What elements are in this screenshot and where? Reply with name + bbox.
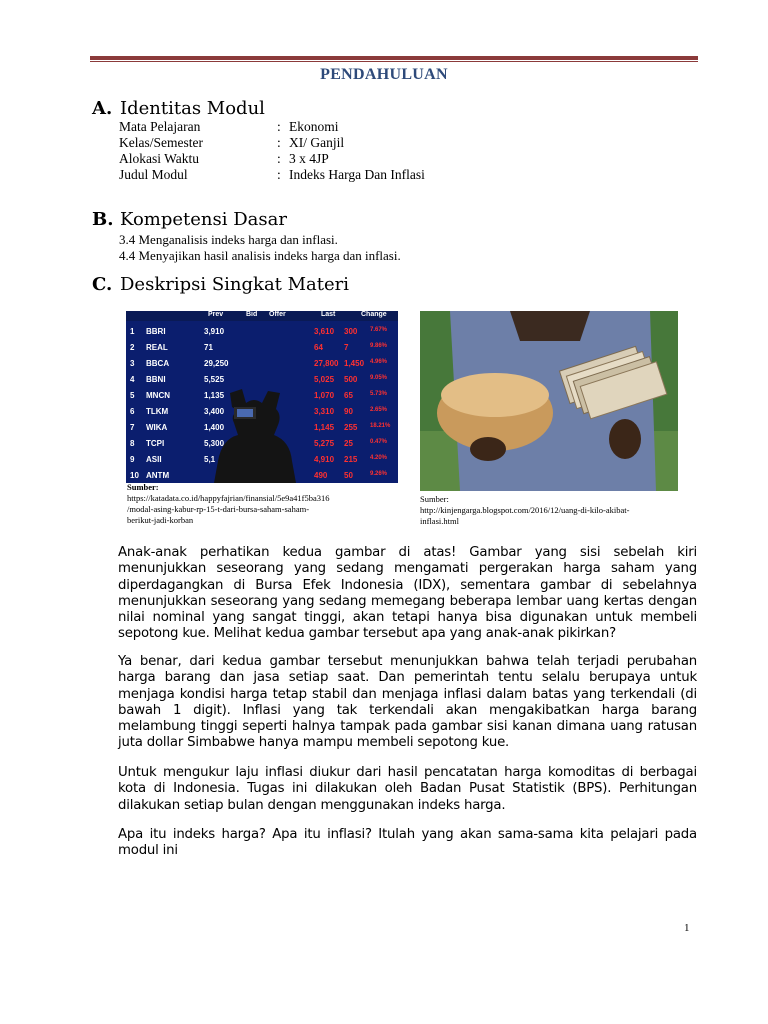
identity-table [119, 119, 425, 183]
board-cell-prev: 1,135 [204, 391, 225, 400]
caption-line: /modal-asing-kabur-rp-15-t-dari-bursa-saham-saham- [127, 504, 310, 514]
identity-sep: : [277, 151, 281, 166]
stock-board-photo [126, 311, 398, 483]
board-cell-no: 10 [130, 471, 139, 480]
board-cell-code: BBNI [146, 375, 166, 384]
board-cell-last: 5,025 [314, 375, 335, 384]
identity-sep: : [277, 119, 281, 134]
identity-key: Alokasi Waktu [119, 151, 200, 166]
board-cell-no: 8 [130, 439, 135, 448]
header-rule-thin [90, 61, 698, 62]
board-cell-pct: 5.73% [370, 391, 388, 397]
board-cell-prev: 5,525 [204, 375, 225, 384]
board-cell-last: 490 [314, 471, 328, 480]
section-title: Identitas Modul [120, 98, 265, 119]
competency-list [119, 232, 401, 264]
board-cell-pct: 9.05% [370, 375, 388, 381]
board-cell-prev: 1,400 [204, 423, 225, 432]
header-rule [90, 56, 698, 60]
board-cell-chg: 7 [344, 343, 349, 352]
board-cell-chg: 90 [344, 407, 353, 416]
board-cell-last: 5,275 [314, 439, 335, 448]
board-cell-code: BBRI [146, 327, 166, 336]
identity-sep: : [277, 135, 281, 150]
board-header-label: Bid [246, 311, 258, 318]
caption-line: http://kinjengarga.blogspot.com/2016/12/uang-di-kilo-akibat- [420, 505, 630, 515]
bread-money-photo [420, 311, 678, 491]
section-letter: B. [92, 209, 114, 230]
board-header-label: Change [361, 311, 387, 318]
board-cell-last: 1,145 [314, 423, 335, 432]
identity-sep: : [277, 167, 281, 182]
board-cell-no: 2 [130, 343, 135, 352]
board-cell-chg: 300 [344, 327, 358, 336]
board-cell-chg: 25 [344, 439, 353, 448]
person-silhouette [126, 311, 398, 483]
board-header-label: Prev [208, 311, 224, 318]
right-image-caption [420, 494, 688, 527]
board-cell-no: 1 [130, 327, 135, 336]
board-cell-no: 6 [130, 407, 135, 416]
board-header-label: Last [321, 311, 336, 318]
board-cell-code: BBCA [146, 359, 170, 368]
competency-item: 4.4 Menyajikan hasil analisis indeks harga dan inflasi. [119, 248, 401, 263]
board-cell-chg: 255 [344, 423, 358, 432]
board-cell-pct: 4.96% [370, 359, 388, 365]
board-cell-code: MNCN [146, 391, 170, 400]
board-cell-code: TCPI [146, 439, 165, 448]
identity-row [119, 135, 425, 151]
section-c-heading [92, 274, 349, 295]
section-letter: C. [92, 274, 113, 295]
board-cell-last: 64 [314, 343, 323, 352]
identity-row [119, 151, 425, 167]
board-cell-prev: 5,1 [204, 455, 216, 464]
board-cell-last: 3,610 [314, 327, 335, 336]
board-cell-code: REAL [146, 343, 168, 352]
board-cell-last: 27,800 [314, 359, 339, 368]
page-number: 1 [684, 922, 690, 934]
body-paragraph: Ya benar, dari kedua gambar tersebut menunjukkan bahwa telah terjadi perubahan harga barang dan jasa setiap saat. Dan pemerintah tentu selalu berupaya untuk menjaga kondisi harga tetap stabil dan menjaga inflasi dalam batas yang terkendali (di bawah 1 digit). Inflasi yang tak terkendali akan mengakibatkan harga barang melambung tinggi seperti halnya tampak pada gambar sisi kanan dimana uang ratusan juta dollar Simbabwe hanya mampu membeli sepotong kue. [118, 654, 697, 751]
board-cell-pct: 2.65% [370, 407, 388, 413]
caption-line: berikut-jadi-korban [127, 515, 194, 525]
board-header-label: Offer [269, 311, 286, 318]
board-cell-last: 3,310 [314, 407, 335, 416]
caption-line: Sumber: [127, 482, 159, 492]
board-cell-no: 7 [130, 423, 135, 432]
board-cell-pct: 18.21% [370, 423, 391, 429]
body-paragraph: Untuk mengukur laju inflasi diukur dari hasil pencatatan harga komoditas di berbagai kota di Indonesia. Tugas ini dilakukan oleh Badan Pusat Statistik (BPS). Perhitungan dilakukan setiap bulan dengan menggunakan indeks harga. [118, 765, 697, 813]
page-title: PENDAHULUAN [320, 66, 448, 83]
section-letter: A. [92, 98, 113, 119]
board-cell-pct: 9.26% [370, 471, 388, 477]
board-cell-chg: 215 [344, 455, 358, 464]
identity-key: Kelas/Semester [119, 135, 203, 150]
board-cell-no: 5 [130, 391, 135, 400]
competency-item: 3.4 Menganalisis indeks harga dan inflasi. [119, 232, 338, 247]
board-cell-last: 4,910 [314, 455, 335, 464]
board-cell-last: 1,070 [314, 391, 335, 400]
board-cell-code: ANTM [146, 471, 170, 480]
body-paragraph: Anak-anak perhatikan kedua gambar di atas! Gambar yang sisi sebelah kiri menunjukkan seseorang yang sedang mengamati pergerakan harga saham yang diperdagangkan di Bursa Efek Indonesia (IDX), sementara gambar di sebelahnya menunjukkan seseorang yang sedang memegang beberapa lembar uang kertas dengan nilai nominal yang sangat tinggi, akan tetapi hanya bisa digunakan untuk membeli sepotong kue. Melihat kedua gambar tersebut apa yang anak-anak pikirkan? [118, 545, 697, 642]
board-cell-prev: 71 [204, 343, 213, 352]
identity-value: 3 x 4JP [289, 151, 329, 166]
board-cell-pct: 7.67% [370, 327, 388, 333]
caption-line: https://katadata.co.id/happyfajrian/finansial/5e9a41f5ba316 [127, 493, 330, 503]
section-title: Kompetensi Dasar [120, 209, 287, 230]
identity-value: Ekonomi [289, 119, 339, 134]
identity-value: Indeks Harga Dan Inflasi [289, 167, 425, 182]
board-cell-prev: 5,300 [204, 439, 225, 448]
board-cell-pct: 9.86% [370, 343, 388, 349]
left-image-caption [127, 482, 407, 526]
board-cell-pct: 4.20% [370, 455, 388, 461]
board-cell-chg: 50 [344, 471, 353, 480]
board-cell-code: ASII [146, 455, 162, 464]
board-cell-chg: 500 [344, 375, 358, 384]
identity-value: XI/ Ganjil [289, 135, 345, 150]
board-cell-code: TLKM [146, 407, 169, 416]
section-b-heading [92, 209, 287, 230]
board-cell-chg: 65 [344, 391, 353, 400]
board-cell-prev: 29,250 [204, 359, 229, 368]
body-paragraph: Apa itu indeks harga? Apa itu inflasi? Itulah yang akan sama-sama kita pelajari pada modul ini [118, 827, 697, 859]
board-cell-no: 4 [130, 375, 135, 384]
section-title: Deskripsi Singkat Materi [120, 274, 350, 295]
identity-key: Mata Pelajaran [119, 119, 201, 134]
board-cell-no: 9 [130, 455, 135, 464]
board-cell-prev: 3,910 [204, 327, 225, 336]
caption-line: inflasi.html [420, 516, 459, 526]
board-cell-chg: 1,450 [344, 359, 365, 368]
bread-money-illustration [420, 311, 678, 491]
board-cell-prev: 3,400 [204, 407, 225, 416]
board-cell-code: WIKA [146, 423, 168, 432]
identity-key: Judul Modul [119, 167, 188, 182]
board-cell-pct: 0.47% [370, 439, 388, 445]
identity-row [119, 119, 425, 135]
board-cell-no: 3 [130, 359, 135, 368]
section-a-heading [92, 98, 265, 119]
identity-row [119, 167, 425, 183]
caption-line: Sumber: [420, 494, 449, 504]
